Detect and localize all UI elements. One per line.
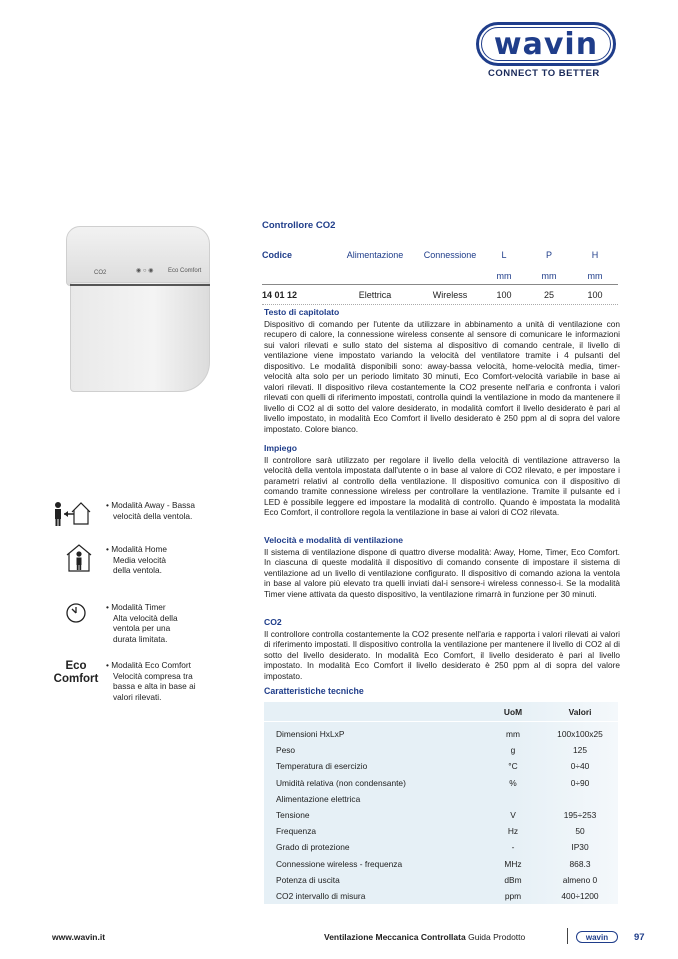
spec-uom: °C: [508, 761, 518, 772]
spec-uom: %: [509, 777, 517, 788]
product-table-header: [262, 248, 618, 261]
cell-alimentazione: Elettrica: [358, 289, 392, 300]
spec-key: CO2 intervallo di misura: [276, 890, 366, 901]
col-p: P: [545, 249, 552, 260]
spec-key: Dimensioni HxLxP: [276, 729, 345, 740]
mode-line2: Velocità compresa tra bassa e alta in base ai valori rilevati.: [113, 670, 196, 702]
product-label-co2: CO2: [94, 270, 107, 276]
specs-header-uom: UoM: [503, 706, 523, 717]
col-codice: Codice: [262, 249, 293, 260]
spec-uom: dBm: [504, 874, 522, 885]
footer-title: [324, 932, 525, 942]
table-row: [264, 823, 618, 839]
unit-l: mm: [496, 270, 512, 281]
unit-h: mm: [587, 270, 603, 281]
section-text: Dispositivo di comando per l'utente da utilizzare in abbinamento a unità di ventilazione con recupero di calore, la connessione wireless consente al sensore di comunicare le informazioni sui valori rilevati e sullo stato del sistema al dispositivo di comando centrale, il livello di ventilazione viene impostato variando la velocità del ventilatore tramite i 4 pulsanti del dispositivo. Le modalità disponibili sono: away-bassa velocità, home-velocità media, timer-velocità alta solo per un periodo limitato 30 minuti, Eco Comfort-velocità variabile in base ai valori rilevati. Il dispositivo rileva costantemente la CO2 presente nell'aria e confronta i valori rilevati con quelli di riferimento impostati, controlla quindi la ventilazione in modo da mantenere il livello di CO2 al di sotto del valore desiderato, in modalità comfort il livello desiderato è pari al livello impostato, in modalità Eco Comfort il livello desiderato è 250 ppm al di sopra del valore impostato. Colore bianco.: [264, 318, 620, 434]
footer-divider: [567, 928, 568, 944]
cell-p: 25: [543, 289, 554, 300]
home-mode-icon: [50, 544, 90, 574]
cell-connessione: Wireless: [432, 289, 468, 300]
section-text: Il sistema di ventilazione dispone di quattro diverse modalità: Away, Home, Timer, Eco Comfort. In ciascuna di queste modalità il dispositivo di comando consente di impostare il sistema di ventilazione ad un livello di ventilazione configurato. Il dispositivo di comando aziona la ventola in base al valore più elevato tra quelli inviati dal-i sensore-i wireless connesso-i. Se la modalità Timer viene attivata da questo dispositivo, la ventilazione rimarrà in funzione per 30 minuti.: [264, 546, 620, 599]
spec-key: Umidità relativa (non condensante): [276, 777, 406, 788]
spec-value: almeno 0: [562, 874, 598, 885]
spec-value: 50: [575, 826, 585, 837]
mode-home: [50, 544, 220, 590]
table-row: [262, 288, 618, 301]
product-table-units: [262, 269, 618, 282]
spec-value: 400÷1200: [561, 890, 599, 901]
mode-line1: • Modalità Eco Comfort: [106, 660, 226, 671]
section-title: CO2: [264, 617, 282, 627]
spec-uom: g: [510, 745, 516, 756]
specs-header: [264, 702, 618, 722]
logo-text: wavin: [493, 26, 599, 62]
footer-title-bold: Ventilazione Meccanica Controllata: [324, 932, 466, 942]
mode-line1: • Modalità Away - Bassa: [106, 500, 226, 511]
spec-uom: -: [511, 842, 515, 853]
spec-value: 0÷40: [570, 761, 590, 772]
specs-header-val: Valori: [568, 706, 592, 717]
spec-key: Connessione wireless - frequenza: [276, 858, 403, 869]
spec-value: 0÷90: [570, 777, 590, 788]
footer-title-rest: Guida Prodotto: [465, 932, 526, 942]
table-row: [264, 839, 618, 855]
mode-line2: Media velocità della ventola.: [113, 554, 167, 575]
footer-url[interactable]: www.wavin.it: [52, 932, 106, 942]
unit-p: mm: [541, 270, 557, 281]
product-label-eco: Eco Comfort: [168, 268, 202, 274]
mode-line2: velocità della ventola.: [113, 510, 193, 521]
table-row: [264, 807, 618, 823]
cell-l: 100: [496, 289, 512, 300]
spec-uom: Hz: [507, 826, 519, 837]
section-co2: [264, 617, 620, 681]
section-capitolato: [264, 307, 620, 434]
table-row: [264, 742, 618, 758]
page-number: 97: [634, 932, 645, 943]
eco-comfort-icon: [50, 660, 102, 690]
table-row: [264, 726, 618, 742]
away-mode-icon: [50, 500, 90, 530]
table-row: [264, 791, 618, 807]
section-text: Il controllore sarà utilizzato per regolare il livello della velocità di ventilazione attraverso la velocità della ventola impostata dall'utente o in base al valore di CO2 rilevato, e per impostare i parametri relativi al controllo della ventilazione. Il dispositivo comunica con il dispositivo di comando tramite connessione wireless per controllare la ventilazione. Tramite il pulsante ed i LED è possibile leggere ed impostare la modalità di controllo. Quando è impostata la modalità Eco Comfort, il controllore regola la ventilazione in base ai valori di CO2 rilevata.: [264, 454, 620, 517]
spec-key: Grado di protezione: [276, 842, 350, 853]
spec-value: 100x100x25: [557, 729, 603, 740]
cell-codice: 14 01 12: [262, 289, 298, 300]
table-row: [264, 856, 618, 872]
spec-value: 868.3: [569, 858, 591, 869]
table-row: [264, 775, 618, 791]
col-h: H: [591, 249, 599, 260]
product-title: Controllore CO2: [262, 220, 336, 231]
col-connessione: Connessione: [423, 249, 477, 260]
spec-value: IP30: [571, 842, 589, 853]
cell-h: 100: [587, 289, 603, 300]
mode-line1: • Modalità Timer: [106, 602, 226, 613]
section-title: Velocità e modalità di ventilazione: [264, 535, 403, 545]
product-image: [66, 226, 210, 392]
product-buttons-icon: ◉ ○ ◉: [136, 268, 154, 274]
col-l: L: [501, 249, 507, 260]
mode-away: [50, 500, 220, 540]
eco-icon-text2: Comfort: [53, 673, 99, 685]
section-velocita: [264, 535, 620, 599]
spec-key: Potenza di uscita: [276, 874, 340, 885]
spec-uom: ppm: [504, 890, 522, 901]
mode-timer: [50, 602, 220, 652]
footer-logo: wavin: [576, 931, 618, 943]
spec-key: Peso: [276, 745, 296, 756]
section-text: Il controllore controlla costantemente la CO2 presente nell'aria e rapporta i valori rilevati ai valori di riferimento impostati. Il dispositivo controlla la ventilazione per mantenere il livello di CO2 al di sotto del livello desiderato. In modalità Eco Comfort, il livello desiderato è pari al livello impostato. In modalità Eco Comfort il livello desiderato è 250 ppm al di sopra del valore impostato.: [264, 628, 620, 681]
spec-uom: V: [510, 810, 516, 821]
section-title: Testo di capitolato: [264, 307, 340, 317]
timer-mode-icon: [50, 602, 90, 632]
section-title: Impiego: [264, 443, 297, 453]
table-row: [264, 872, 618, 888]
product-table: [262, 248, 618, 305]
col-alimentazione: Alimentazione: [346, 249, 404, 260]
mode-line1: • Modalità Home: [106, 544, 226, 555]
spec-key: Alimentazione elettrica: [276, 793, 361, 804]
spec-uom: MHz: [504, 858, 522, 869]
spec-uom: mm: [506, 729, 520, 740]
mode-eco-comfort: [50, 660, 220, 710]
section-impiego: [264, 443, 620, 518]
specs-table: [264, 702, 618, 904]
spec-key: Tensione: [276, 810, 310, 821]
specs-title: Caratteristiche tecniche: [264, 686, 364, 696]
spec-value: 125: [573, 745, 587, 756]
spec-key: Temperatura di esercizio: [276, 761, 368, 772]
spec-value: 195÷253: [563, 810, 597, 821]
eco-icon-text1: Eco: [65, 660, 87, 672]
table-row: [264, 888, 618, 904]
wavin-logo: [476, 22, 616, 66]
spec-key: Frequenza: [276, 826, 317, 837]
mode-line2: Alta velocità della ventola per una durata limitata.: [113, 612, 178, 644]
table-row: [264, 758, 618, 774]
tagline: CONNECT TO BETTER: [488, 68, 600, 79]
